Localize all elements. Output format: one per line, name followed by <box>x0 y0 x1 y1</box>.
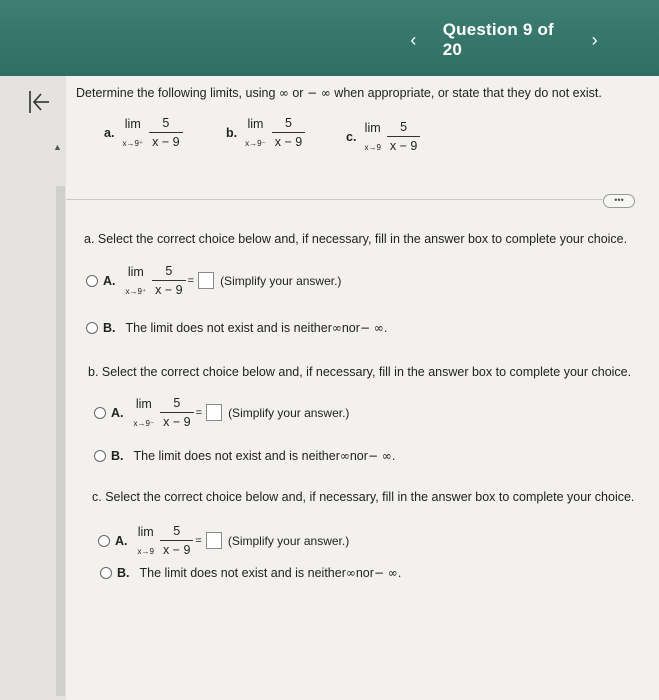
section-divider <box>66 199 602 200</box>
limit-b-expression: b. lim x→9⁻ $\frac{5}{x - 9}$ <box>226 116 305 149</box>
fraction: $\frac{5}{x - 9}$ <box>160 524 193 557</box>
part-b-option-b[interactable]: B. The limit does not exist and is neither ∞ nor − ∞ . <box>94 449 395 463</box>
question-panel <box>66 76 659 700</box>
answer-input-box[interactable] <box>206 404 222 421</box>
fraction: $\frac{5}{x - 9}$ <box>152 264 185 297</box>
question-navigator <box>404 22 604 58</box>
more-options-button[interactable]: ••• <box>603 194 635 208</box>
part-c-prompt: c. Select the correct choice below and, if necessary, fill in the answer box to complete your choice. <box>92 490 635 504</box>
top-bar <box>0 0 659 76</box>
collapse-left-arrow-icon[interactable] <box>28 88 50 116</box>
part-b-prompt: b. Select the correct choice below and, if necessary, fill in the answer box to complete your choice. <box>88 365 632 379</box>
fraction: $\frac{5}{x - 9}$ <box>160 396 193 429</box>
radio-button[interactable] <box>86 322 98 334</box>
infinity-symbol: ∞ <box>278 86 289 100</box>
limit-c-expression: c. lim x→9 $\frac{5}{x - 9}$ <box>346 120 420 153</box>
part-a-option-a[interactable]: A. lim x→9⁺ $\frac{5}{x - 9}$ = (Simplify your answer.) <box>86 264 341 297</box>
part-a-prompt: a. Select the correct choice below and, if necessary, fill in the answer box to complete your choice. <box>84 232 628 246</box>
fraction: $\frac{5}{x - 9}$ <box>149 116 182 149</box>
radio-button[interactable] <box>94 407 106 419</box>
next-question-chevron-icon[interactable]: › <box>591 29 598 50</box>
neg-infinity-symbol: − ∞ <box>306 86 331 100</box>
part-c-option-a[interactable]: A. lim x→9 $\frac{5}{x - 9}$ = (Simplify your answer.) <box>98 524 349 557</box>
answer-input-box[interactable] <box>198 272 214 289</box>
part-a-option-b[interactable]: B. The limit does not exist and is neither ∞ nor − ∞ . <box>86 321 387 335</box>
answer-input-box[interactable] <box>206 532 222 549</box>
scrollbar[interactable] <box>56 186 65 696</box>
radio-button[interactable] <box>86 275 98 287</box>
question-title: Question 9 of 20 <box>442 20 554 59</box>
fraction: $\frac{5}{x - 9}$ <box>387 120 420 153</box>
limit-a-expression: a. lim x→9⁺ $\frac{5}{x - 9}$ <box>104 116 183 149</box>
fraction: $\frac{5}{x - 9}$ <box>272 116 305 149</box>
part-b-option-a[interactable]: A. lim x→9⁻ $\frac{5}{x - 9}$ = (Simplify your answer.) <box>94 396 349 429</box>
problem-prompt: Determine the following limits, using ∞ or − ∞ when appropriate, or state that they do not exist. <box>76 86 602 100</box>
radio-button[interactable] <box>94 450 106 462</box>
prev-question-chevron-icon[interactable]: ‹ <box>410 29 417 50</box>
part-c-option-b[interactable]: B. The limit does not exist and is neither ∞ nor − ∞ . <box>100 566 401 580</box>
radio-button[interactable] <box>98 535 110 547</box>
scroll-up-arrow-icon[interactable]: ▲ <box>53 142 62 152</box>
radio-button[interactable] <box>100 567 112 579</box>
